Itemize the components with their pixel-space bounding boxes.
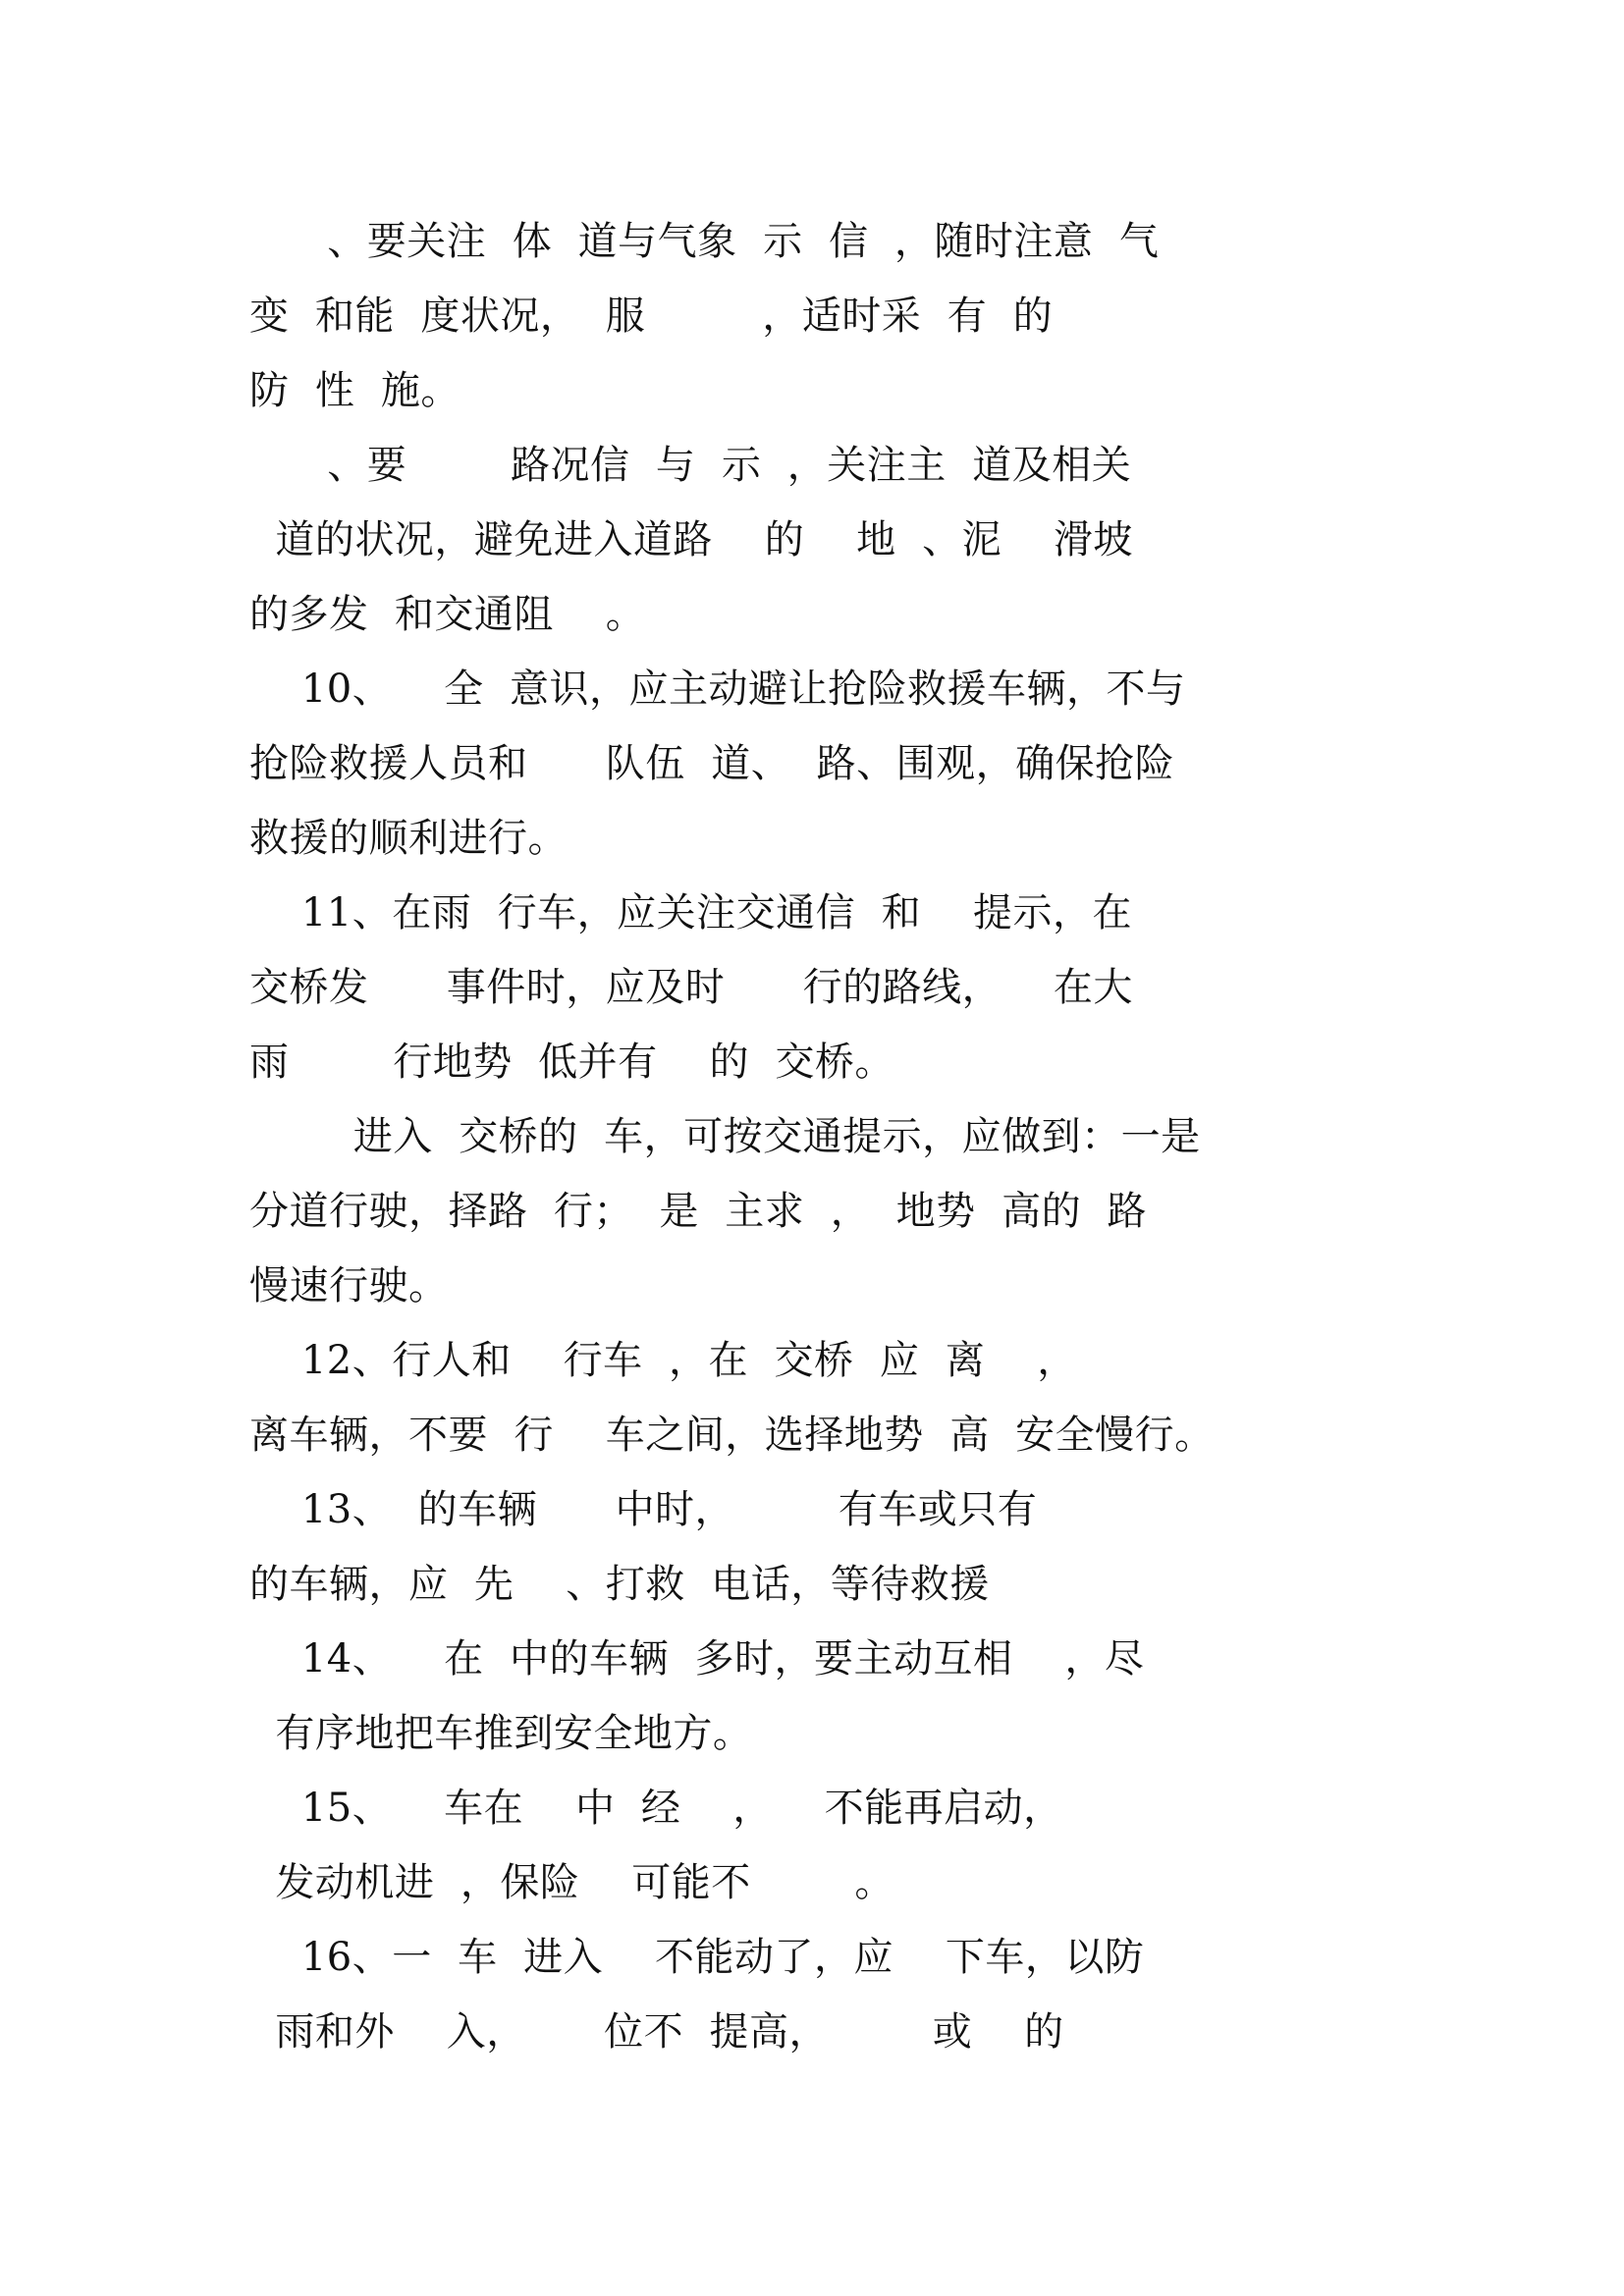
- paragraph-line: 有序地把车推到安全地方。: [249, 1711, 753, 1756]
- paragraph-line: 交桥发 事件时，应及时 行的路线， 在大: [249, 965, 1133, 1010]
- paragraph-line: 救援的顺利进行。: [249, 816, 568, 861]
- paragraph-line: 11、在雨 行车，应关注交通信 和 提示，在: [249, 890, 1132, 935]
- paragraph-line: 抢险救援人员和 队伍 道、 路、围观，确保抢险: [249, 741, 1175, 786]
- paragraph-line: 12、行人和 行车 ，在 交桥 应 离 ，: [249, 1338, 1077, 1383]
- paragraph-line: 的多发 和交通阻 。: [249, 592, 646, 637]
- paragraph-line: 13、 的车辆 中时， 有车或只有: [249, 1487, 1038, 1532]
- paragraph-line: 道的状况，避免进入道路 的 地 、泥 滑坡: [249, 517, 1133, 562]
- paragraph-line: 的车辆，应 先 、打救 电话，等待救援: [249, 1562, 990, 1607]
- paragraph-line: 、要关注 体 道与气象 示 信 ，随时注意 气: [249, 219, 1160, 264]
- paragraph-line: 、要 路况信 与 示 ，关注主 道及相关: [249, 443, 1132, 488]
- paragraph-line: 变 和能 度状况， 服 ，适时采 有 的: [249, 294, 1054, 339]
- paragraph-line: 雨 行地势 低并有 的 交桥。: [249, 1040, 894, 1085]
- paragraph-line: 慢速行驶。: [249, 1263, 449, 1308]
- paragraph-line: 进入 交桥的 车，可按交通提示，应做到：一是: [249, 1114, 1201, 1159]
- paragraph-line: 14、 在 中的车辆 多时，要主动互相 ，尽: [249, 1636, 1145, 1682]
- paragraph-line: 分道行驶，择路 行； 是 主求 ， 地势 高的 路: [249, 1189, 1148, 1234]
- paragraph-line: 发动机进 ，保险 可能不 。: [249, 1860, 894, 1905]
- paragraph-line: 15、 车在 中 经 ， 不能再启动，: [249, 1786, 1063, 1831]
- paragraph-line: 10、 全 意识，应主动避让抢险救援车辆，不与: [249, 667, 1186, 712]
- paragraph-line: 雨和外 入， 位不 提高， 或 的: [249, 2009, 1064, 2055]
- paragraph-line: 离车辆，不要 行 车之间，选择地势 高 安全慢行。: [249, 1413, 1215, 1458]
- paragraph-line: 防 性 施。: [249, 368, 460, 413]
- paragraph-line: 16、一 车 进入 不能动了，应 下车，以防: [249, 1935, 1145, 1980]
